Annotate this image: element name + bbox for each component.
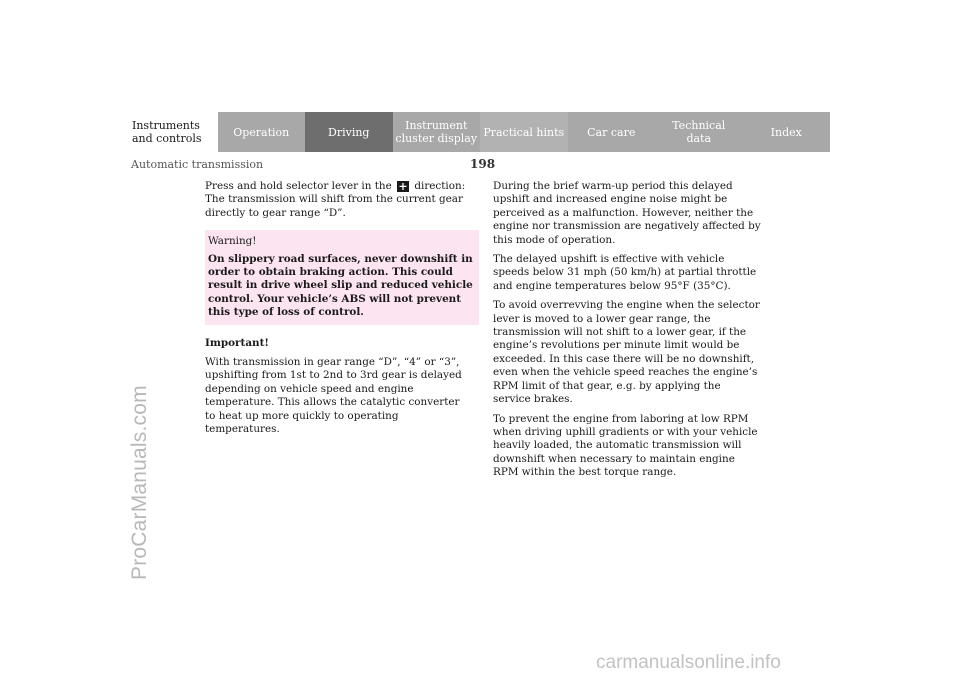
warning-box — [205, 230, 479, 324]
chapter-nav — [130, 112, 830, 152]
bottom-watermark: carmanualsonline.info — [596, 652, 781, 673]
paragraph-overrevving: To avoid overrevving the engine when the selector lever is moved to a lower gear range, the transmission will not shift to a lower gear, if the engine’s revolutions per minute limit would be exceeded. In this case there will be no downshift, even when the vehicle speed reaches the engine’s RPM limit of that gear, e.g. by applying the service brakes. — [493, 299, 760, 406]
intro-paragraph — [205, 180, 473, 220]
paragraph-warmup: During the brief warm-up period this delayed upshift and increased engine noise might be perceived as a malfunction. However, neither the engine nor transmission are negatively affected by this mode of operation. — [493, 180, 761, 246]
intro-text-before-icon: Press and hold selector lever in the — [205, 180, 392, 192]
tab-practical-hints[interactable]: Practical hints — [480, 112, 568, 152]
intro-text-after-icon: direction: The transmission will shift from the current gear directly to gear range “D”. — [205, 180, 466, 219]
page-number: 198 — [470, 157, 496, 171]
tab-instruments-and-controls[interactable]: Instruments and controls — [130, 112, 218, 152]
tab-technical-data[interactable]: Technical data — [655, 112, 743, 152]
tab-index[interactable]: Index — [743, 112, 831, 152]
side-watermark: ProCarManuals.com — [128, 385, 151, 580]
right-column — [493, 180, 761, 486]
warning-text: On slippery road surfaces, never downshift in order to obtain braking action. This could result in drive wheel slip and reduced vehicle control. Your vehicle’s ABS will not prevent this type of loss of control. — [208, 252, 473, 319]
tab-car-care[interactable]: Car care — [568, 112, 656, 152]
important-title: Important! — [205, 336, 269, 349]
left-column — [205, 180, 473, 443]
tab-operation[interactable]: Operation — [218, 112, 306, 152]
tab-instrument-cluster-display[interactable]: Instrument cluster display — [393, 112, 481, 152]
section-title: Automatic transmission — [131, 158, 264, 171]
tab-driving[interactable]: Driving — [305, 112, 393, 152]
paragraph-laboring: To prevent the engine from laboring at low RPM when driving uphill gradients or with your vehicle heavily loaded, the automatic transmission will downshift when necessary to maintain engine RPM within the best torque range. — [493, 412, 758, 479]
warning-title: Warning! — [208, 235, 257, 248]
paragraph-delayed-upshift: The delayed upshift is effective with vehicle speeds below 31 mph (50 km/h) at partial throttle and engine temperatures below 95°F (35°C). — [493, 253, 757, 292]
plus-icon: + — [398, 180, 408, 193]
important-text: With transmission in gear range “D”, “4” or “3”, upshifting from 1st to 2nd to 3rd gear is delayed depending on vehicle speed and engine temperature. This allows the catalytic converter to heat up more quickly to operating temperatures. — [205, 356, 462, 436]
